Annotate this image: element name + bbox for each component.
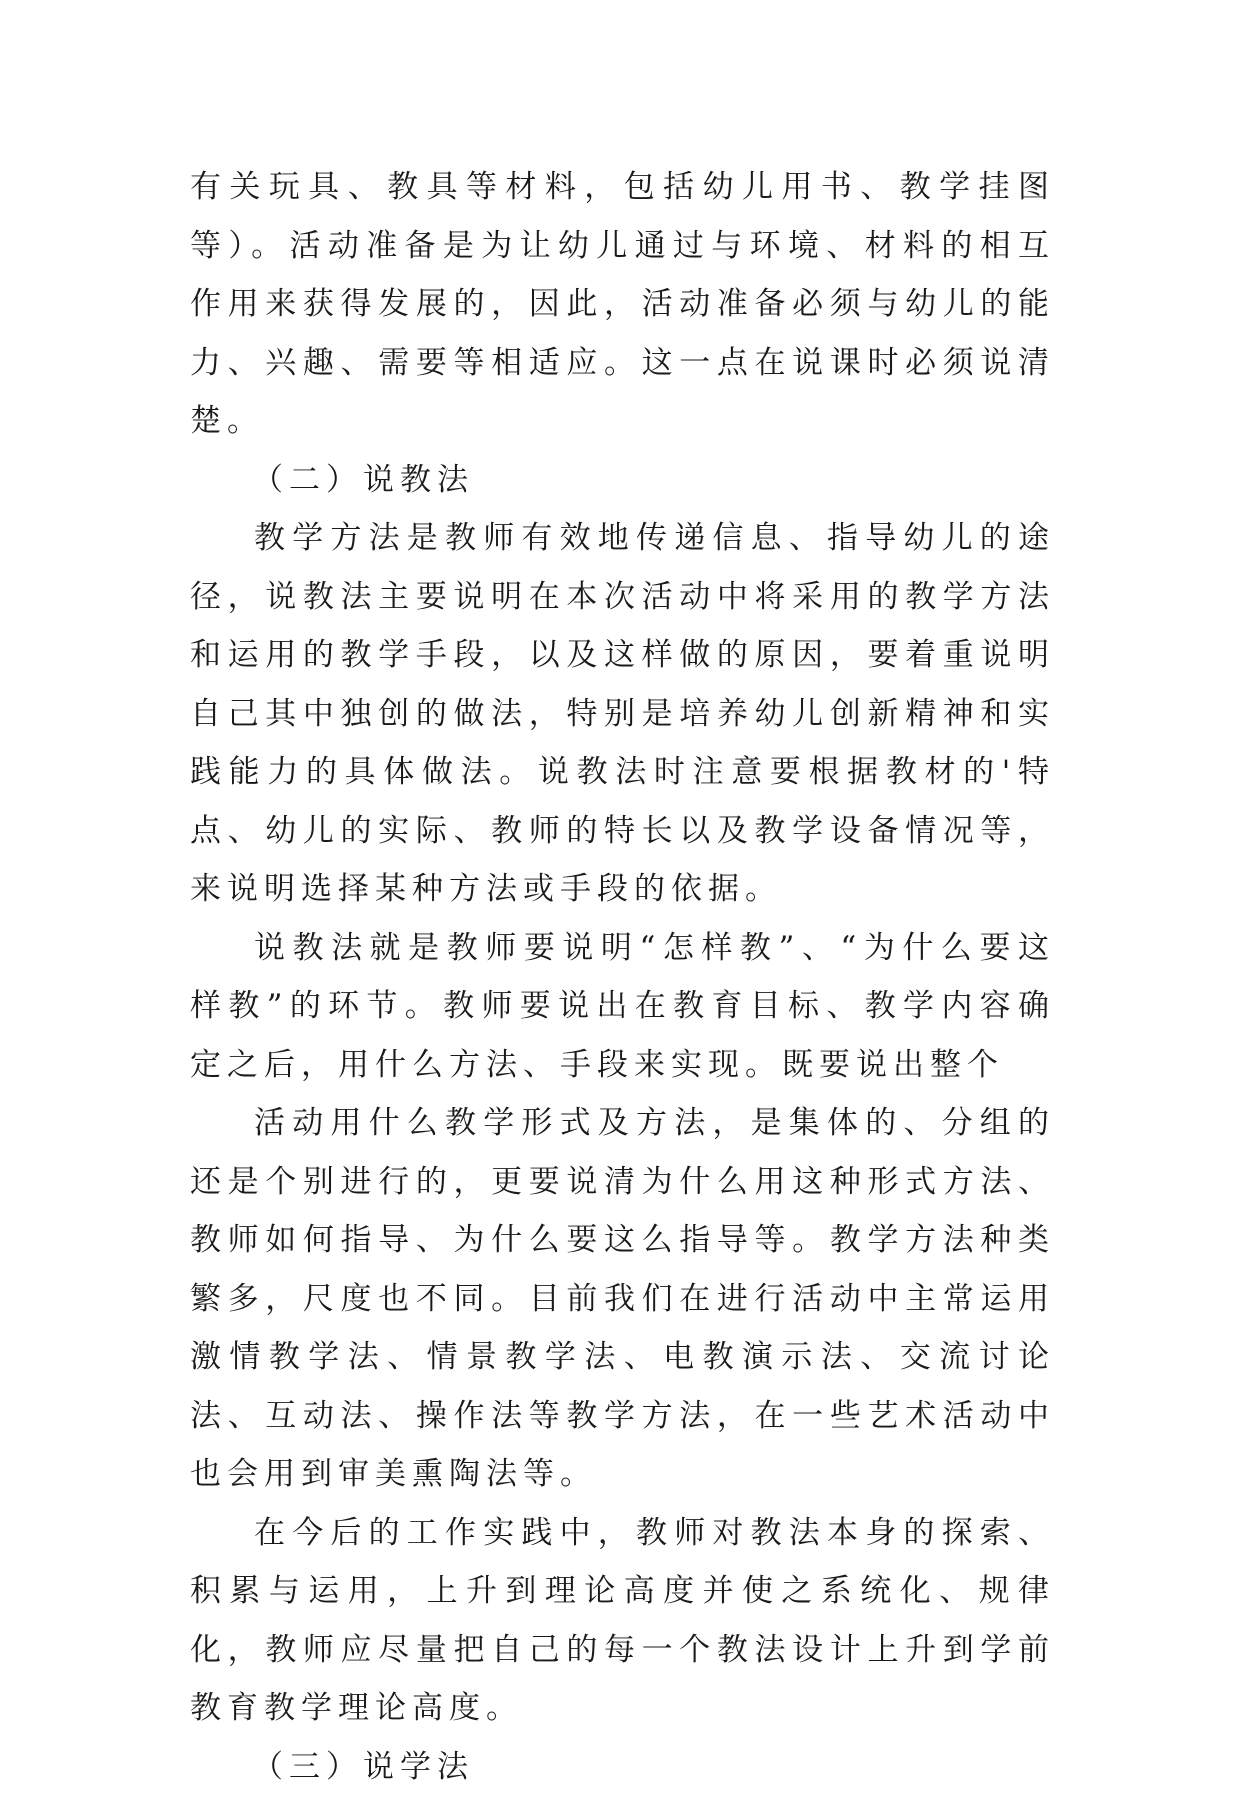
section-heading-learning-methods: （三）说学法 (190, 1738, 1055, 1796)
section-heading-teaching-methods: （二）说教法 (190, 451, 1055, 510)
document-body (190, 158, 1055, 1796)
paragraph-activity-preparation: 有关玩具、教具等材料，包括幼儿用书、教学挂图等）。活动准备是为让幼儿通过与环境、材料的相互作用来获得发展的，因此，活动准备必须与幼儿的能力、兴趣、需要等相适应。这一点在说课时必须说清楚。 (190, 158, 1055, 451)
paragraph-future-practice: 在今后的工作实践中，教师对教法本身的探索、积累与运用，上升到理论高度并使之系统化、规律化，教师应尽量把自己的每一个教法设计上升到学前教育教学理论高度。 (190, 1504, 1055, 1738)
paragraph-teaching-forms: 活动用什么教学形式及方法，是集体的、分组的还是个别进行的，更要说清为什么用这种形式方法、教师如何指导、为什么要这么指导等。教学方法种类繁多，尺度也不同。目前我们在进行活动中主常运用激情教学法、情景教学法、电教演示法、交流讨论法、互动法、操作法等教学方法，在一些艺术活动中也会用到审美熏陶法等。 (190, 1094, 1055, 1504)
paragraph-teaching-methods-intro: 教学方法是教师有效地传递信息、指导幼儿的途径，说教法主要说明在本次活动中将采用的教学方法和运用的教学手段，以及这样做的原因，要着重说明自己其中独创的做法，特别是培养幼儿创新精神和实践能力的具体做法。说教法时注意要根据教材的'特点、幼儿的实际、教师的特长以及教学设备情况等，来说明选择某种方法或手段的依据。 (190, 509, 1055, 919)
paragraph-how-to-teach: 说教法就是教师要说明“怎样教”、“为什么要这样教”的环节。教师要说出在教育目标、教学内容确定之后，用什么方法、手段来实现。既要说出整个 (190, 919, 1055, 1095)
